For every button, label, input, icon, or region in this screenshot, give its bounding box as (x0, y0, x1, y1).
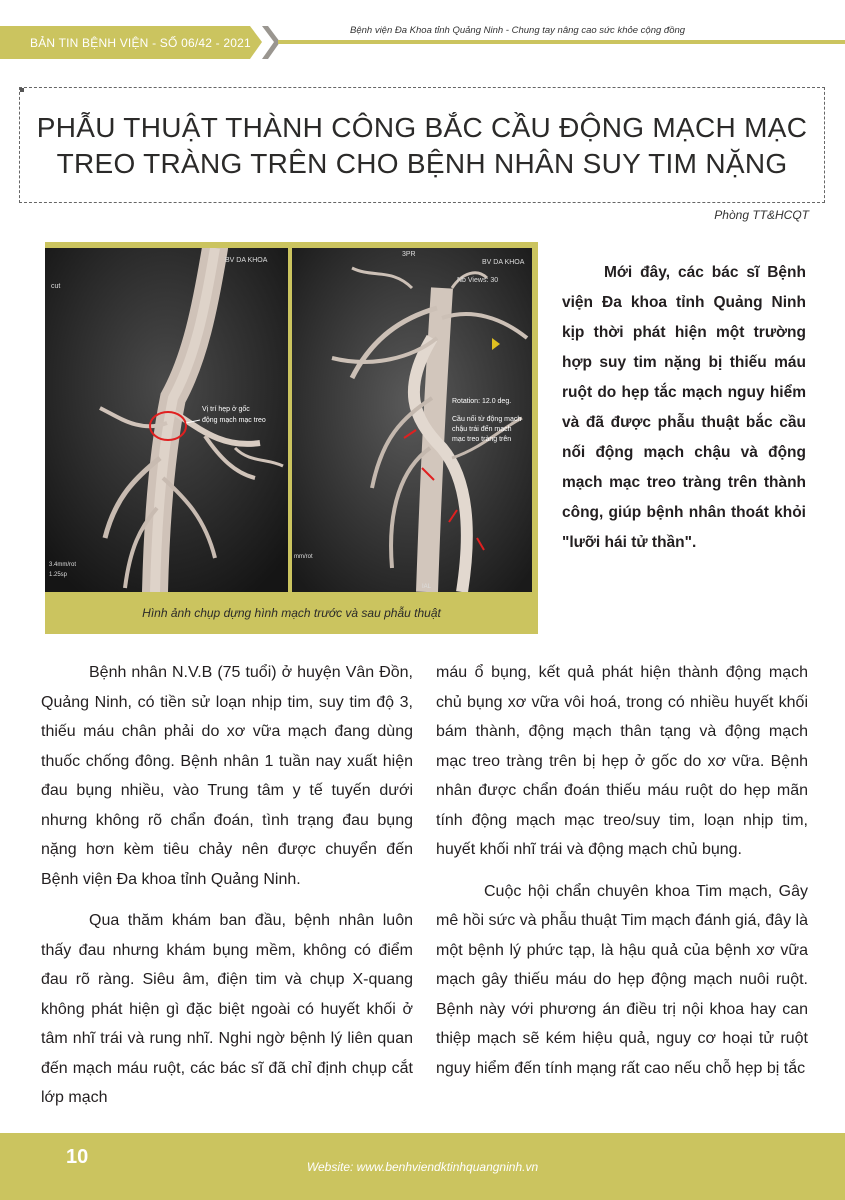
lead-paragraph (562, 258, 806, 558)
article-title (19, 110, 825, 182)
scan-param-2: 1.25sp (49, 572, 68, 578)
website-link[interactable]: Website: www.benhviendktinhquangninh.vn (306, 1160, 539, 1174)
body-paragraph: máu ổ bụng, kết quả phát hiện thành động mạch chủ bụng xơ vữa vôi hoá, trong có nhiều huyết khối bám thành, động mạch thân tạng và động mạch mạc treo tràng trên bị hẹp ở gốc do xơ vữa. Bệnh nhân được chẩn đoán thiếu máu ruột do hẹp mãn tính động mạch mạc treo/suy tim, loạn nhịp tim, huyết khối nhĩ trái và động mạch chủ bụng. (436, 664, 808, 858)
author-byline: Phòng TT&HCQT (714, 208, 809, 222)
stenosis-annotation-line-1: Vị trí hẹp ở gốc (202, 406, 250, 413)
angiogram-after-image (292, 248, 532, 592)
body-paragraph: Qua thăm khám ban đầu, bệnh nhân luôn thấy đau nhưng khám bụng mềm, không có điểm đau rõ ràng. Siêu âm, điện tim và chụp X-quang không phát hiện gì đặc biệt ngoài có huyết khối ở tâm nhĩ trái và rung nhĩ. Nghi ngờ bệnh lý liên quan đến mạch máu ruột, các bác sĩ đã chỉ định chụp cắt lớp mạch (41, 912, 413, 1106)
figure-caption: Hình ảnh chụp dựng hình mạch trước và sau phẫu thuật (142, 606, 441, 620)
body-column-left (41, 658, 413, 1125)
scan-label-hospital: BV DA KHOA (225, 257, 268, 264)
hospital-slogan: Bệnh viện Đa Khoa tỉnh Quảng Ninh - Chung tay nâng cao sức khỏe cộng đồng (350, 25, 686, 36)
scan-label-rotation: Rotation: 12.0 deg. (452, 398, 512, 405)
scan-param-3: mm/rot (294, 554, 313, 560)
body-column-right (436, 658, 808, 1095)
bypass-annotation-line-3: mạc treo tràng trên (452, 436, 512, 443)
bypass-annotation-line-1: Cầu nối từ động mạch (452, 416, 522, 423)
scan-label-cut: cut (51, 283, 61, 290)
bypass-annotation-line-2: chậu trái đến mạch (452, 426, 512, 433)
title-line-1: PHẪU THUẬT THÀNH CÔNG BẮC CẦU ĐỘNG MẠCH MẠC (36, 112, 808, 143)
scan-label-ial: IAL (422, 584, 432, 590)
body-paragraph: Cuộc hội chẩn chuyên khoa Tim mạch, Gây mê hồi sức và phẫu thuật Tim mạch đánh giá, đây là một bệnh lý phức tạp, là hậu quả của bệnh xơ vữa mạch gây thiếu máu do hẹp động mạch nuôi ruột. Bệnh này với phương án điều trị nội khoa hay can thiệp mạch sẽ kém hiệu quả, nguy cơ hoại tử ruột nguy hiểm đến tính mạng rất cao nếu chỗ hẹp bị tắc (436, 882, 808, 1077)
lead-text: Mới đây, các bác sĩ Bệnh viện Đa khoa tỉnh Quảng Ninh kịp thời phát hiện một trường hợp suy tim nặng bị thiếu máu ruột do hẹp tắc mạch nguy hiểm và đã được phẫu thuật bắc cầu nối động mạch chậu và động mạch mạc treo tràng trên thành công, giúp bệnh nhân thoát khỏi "lưỡi hái tử thần". (562, 264, 806, 551)
body-paragraph: Bệnh nhân N.V.B (75 tuổi) ở huyện Vân Đồn, Quảng Ninh, có tiền sử loạn nhịp tim, suy tim độ 3, thiếu máu chân phải do xơ vữa mạch đang dùng thuốc chống đông. Bệnh nhân 1 tuần nay xuất hiện đau bụng nhiều, vào Trung tâm y tế tuyến dưới nhưng không rõ chẩn đoán, tình trạng đau bụng nặng hơn kèm tiêu chảy nên được chuyển đến Bệnh viện Đa khoa tỉnh Quảng Ninh. (41, 664, 413, 888)
scan-label-views: Nb Views: 30 (457, 277, 499, 284)
scan-label-hospital-2: BV DA KHOA (482, 259, 525, 266)
page-number: 10 (66, 1146, 89, 1168)
scan-label-3pr: 3PR (402, 251, 416, 258)
angiogram-before-image (45, 248, 288, 592)
title-line-2: TREO TRÀNG TRÊN CHO BỆNH NHÂN SUY TIM NẶNG (56, 148, 788, 179)
scan-param-1: 3.4mm/rot (49, 562, 77, 568)
angiogram-before-graphic (45, 248, 288, 592)
stenosis-annotation-line-2: động mạch mạc treo (202, 417, 266, 424)
angiogram-after-graphic (292, 248, 532, 592)
bulletin-issue-label: BẢN TIN BỆNH VIỆN - SỐ 06/42 - 2021 (30, 36, 251, 50)
header-rule (278, 40, 845, 44)
